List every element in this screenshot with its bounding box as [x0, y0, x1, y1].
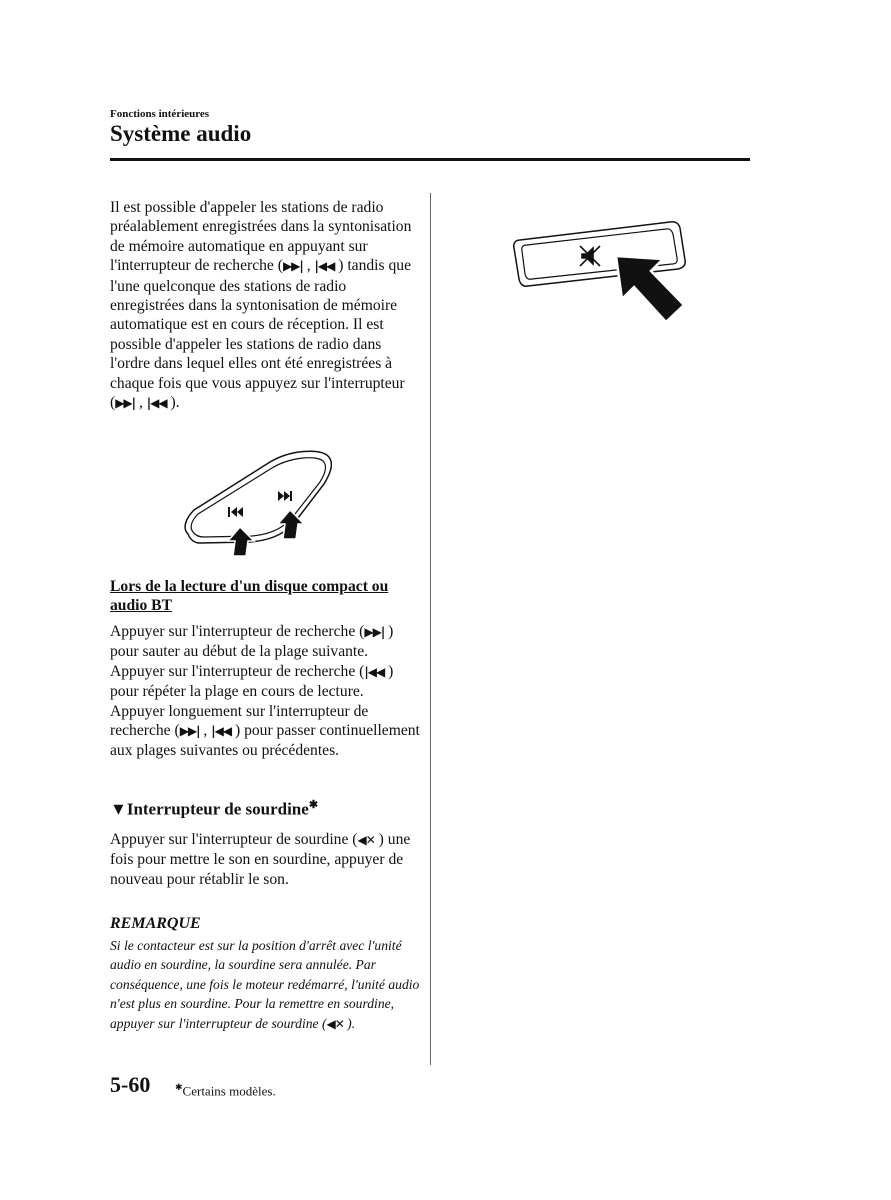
mute-icon: ◀✕: [326, 1016, 344, 1031]
asterisk-icon: ✱: [175, 1082, 183, 1092]
intro-text-2: ,: [302, 257, 315, 275]
mute-section-heading: [110, 796, 420, 819]
mute-paragraph: [110, 830, 420, 889]
seek-up-icon: ▶▶|: [179, 724, 200, 739]
intro-text-3: ) tandis que l'une quelconque des stations de radio enregistrées dans la syntonisation de mémoire automatique est en cours de réception. Il est possible d'appeler les stations de radio dans l'ordre dans lequel elles ont été enregistrées à chaque fois que vous appuyez sur l'interrupteur (: [110, 257, 411, 412]
seek-down-icon: |◀◀: [314, 259, 335, 274]
cd-section-heading: Lors de la lecture d'un disque compact ou audio BT: [110, 578, 389, 614]
seek-down-icon: |◀◀: [364, 664, 385, 679]
cd-text-4: ,: [199, 722, 212, 740]
header-rule: [110, 158, 750, 161]
mute-heading-label: Interrupteur de sourdine: [126, 799, 309, 819]
page-number: 5-60: [110, 1072, 151, 1097]
mute-text-2: ) une fois pour mettre le son en sourdine, appuyer de nouveau pour rétablir le son.: [110, 831, 411, 888]
intro-paragraph: [110, 198, 420, 413]
seek-down-icon: |◀◀: [146, 396, 167, 411]
footnote-text: Certains modèles.: [182, 1083, 276, 1099]
triangle-icon: ▼: [110, 799, 127, 819]
section-label: Fonctions intérieures: [110, 108, 210, 120]
note-title: REMARQUE: [110, 915, 201, 932]
cd-text-2: ) pour sauter au début de la plage suivante. Appuyer sur l'interrupteur de recherche (: [110, 623, 394, 680]
note-text-1: Si le contacteur est sur la position d'arrêt avec l'unité audio en sourdine, la sourdine sera annulée. Par conséquence, une fois le moteur redémarré, l'unité audio n'est plus en sourdine. Pour la remettre en sourdine, appuyer sur l'interrupteur de sourdine (: [110, 938, 420, 1031]
seek-up-icon: ▶▶|: [115, 396, 136, 411]
note-paragraph: [110, 936, 420, 1034]
footnote: [175, 1082, 276, 1099]
column-divider: [430, 193, 431, 1065]
seek-switch-illustration: [180, 448, 332, 556]
note-text-2: ).: [343, 1015, 356, 1031]
page-title: Système audio: [110, 121, 252, 146]
intro-text-4: ,: [135, 394, 147, 412]
asterisk-icon: ✱: [308, 799, 319, 811]
mute-switch-illustration: [510, 216, 690, 330]
mute-icon: ◀✕: [357, 833, 375, 847]
mute-text-1: Appuyer sur l'interrupteur de sourdine (: [110, 831, 358, 848]
cd-text-3: ) pour répéter la plage en cours de lecture. Appuyer longuement sur l'interrupteur de recherche (: [110, 662, 394, 740]
cd-text-5: ) pour passer continuellement aux plages suivantes ou précédentes.: [110, 722, 420, 760]
seek-up-icon: ▶▶|: [282, 259, 303, 274]
cd-text-1: Appuyer sur l'interrupteur de recherche (: [110, 623, 365, 640]
intro-text-5: ).: [166, 394, 180, 412]
cd-paragraph: [110, 622, 420, 761]
intro-text-1: Il est possible d'appeler les stations de radio préalablement enregistrées dans la syntonisation de mémoire automatique en appuyant sur l'interrupteur de recherche (: [110, 199, 412, 275]
seek-down-icon: |◀◀: [211, 724, 232, 739]
seek-up-icon: ▶▶|: [364, 625, 385, 639]
